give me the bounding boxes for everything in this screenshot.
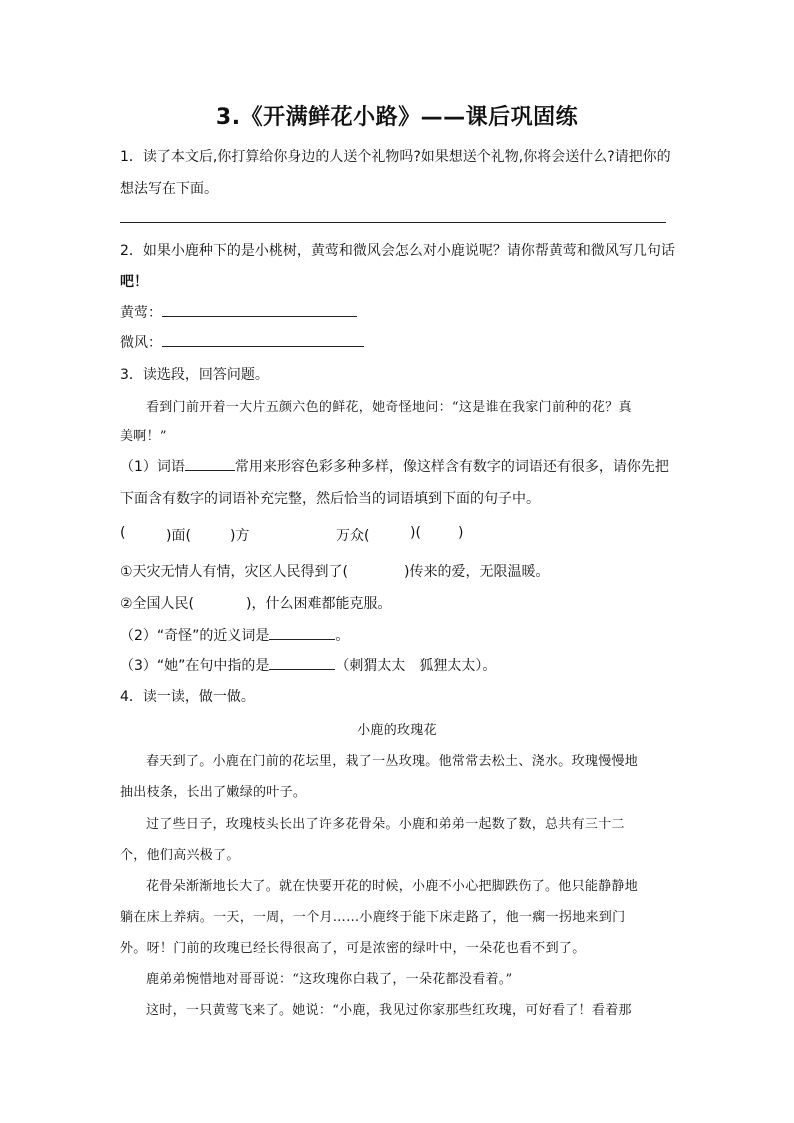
q4-p1-line1: 春天到了。小鹿在门前的花坛里，栽了一丛玫瑰。他常常去松土、浇水。玫瑰慢慢地 bbox=[146, 754, 639, 769]
page-title: 3.《开满鲜花小路》——课后巩固练 bbox=[215, 105, 579, 130]
q3-sub3-prefix: （3）“她”在句中指的是 bbox=[120, 658, 270, 674]
q3-sub1-prefix: （1）词语 bbox=[120, 459, 185, 475]
q1-answer-line[interactable] bbox=[120, 222, 666, 223]
q3-sentence1-b: )传来的爱，无限温暖。 bbox=[404, 564, 550, 580]
q4-p2-line1: 过了些日子，玫瑰枝头长出了许多花骨朵。小鹿和弟弟一起数了数，总共有三十二 bbox=[146, 817, 625, 832]
q4-p1-line2: 抽出枝条，长出了嫩绿的叶子。 bbox=[120, 785, 307, 800]
q2-line2: 吧！ bbox=[120, 274, 148, 290]
q4-p3-line1: 花骨朵渐渐地长大了。就在快要开花的时候，小鹿不小心把脚跌伤了。他只能静静地 bbox=[146, 879, 639, 894]
q4-heading: 4．读一读，做一做。 bbox=[120, 689, 255, 705]
q3-fill-mian: )面( bbox=[166, 528, 191, 544]
q2-line1: 2．如果小鹿种下的是小桃树，黄莺和微风会怎么对小鹿说呢？请你帮黄莺和微风写几句话 bbox=[120, 243, 675, 259]
q3-fill-paren-close: ) bbox=[458, 525, 464, 541]
q3-passage-line1: 看到门前开着一大片五颜六色的鲜花，她奇怪地问：“这是谁在我家门前种的花？真 bbox=[146, 400, 632, 415]
q2-weifeng-answer-line[interactable] bbox=[162, 346, 364, 347]
q3-sub3-blank[interactable] bbox=[269, 669, 335, 670]
q3-sub1-blank[interactable] bbox=[185, 470, 235, 471]
q3-sub3-suffix: （刺猬太太 狐狸太太）。 bbox=[335, 658, 497, 674]
q3-sentence2-a: ②全国人民( bbox=[120, 596, 195, 612]
q3-sub1-line2: 下面含有数字的词语补充完整，然后恰当的词语填到下面的句子中。 bbox=[120, 491, 540, 507]
q3-fill-wanzhong: 万众( bbox=[336, 528, 370, 544]
q3-fill-paren-mid: )( bbox=[410, 525, 421, 541]
q3-sub1-line1 bbox=[120, 456, 669, 476]
q1-line2: 想法写在下面。 bbox=[120, 181, 218, 197]
q4-p3-line2: 躺在床上养病。一天，一周，一个月……小鹿终于能下床走路了，他一瘸一拐地来到门 bbox=[120, 910, 626, 925]
q3-sub3 bbox=[120, 655, 496, 675]
q4-p5-line1: 这时，一只黄莺飞来了。她说：“小鹿，我见过你家那些红玫瑰，可好看了！看着那 bbox=[146, 1003, 632, 1018]
q4-p4-line1: 鹿弟弟惋惜地对哥哥说：“这玫瑰你白栽了，一朵花都没看着。” bbox=[146, 972, 513, 987]
q1-line1: 1．读了本文后,你打算给你身边的人送个礼物吗?如果想送个礼物,你将会送什么?请把你的 bbox=[120, 149, 671, 165]
q2-huangying-answer-line[interactable] bbox=[162, 316, 357, 317]
q3-sub2-suffix: 。 bbox=[335, 628, 350, 644]
q4-story-title: 小鹿的玫瑰花 bbox=[357, 723, 437, 738]
q4-p3-line3: 外。呀！门前的玫瑰已经长得很高了，可是浓密的绿叶中，一朵花也看不到了。 bbox=[120, 941, 586, 956]
q3-fill-paren-open-1: ( bbox=[120, 525, 126, 541]
q3-fill-fang: )方 bbox=[230, 528, 250, 544]
q3-passage-line2: 美啊！” bbox=[120, 429, 167, 444]
q3-sub2 bbox=[120, 625, 349, 645]
q4-p2-line2: 个，他们高兴极了。 bbox=[120, 848, 240, 863]
q3-sub1-suffix: 常用来形容色彩多种多样，像这样含有数字的词语还有很多，请你先把 bbox=[234, 459, 669, 475]
q2-huangying-label: 黄莺： bbox=[120, 305, 162, 321]
q3-heading: 3．读选段，回答问题。 bbox=[120, 367, 269, 383]
q3-sub2-prefix: （2）“奇怪”的近义词是 bbox=[120, 628, 270, 644]
q3-sentence2 bbox=[120, 593, 391, 613]
q2-weifeng-label: 微风： bbox=[120, 335, 162, 351]
q3-sentence2-b: )，什么困难都能克服。 bbox=[246, 596, 392, 612]
q3-sentence1-a: ①天灾无情人有情，灾区人民得到了( bbox=[120, 564, 349, 580]
q3-sub2-blank[interactable] bbox=[269, 639, 335, 640]
q3-sentence1 bbox=[120, 561, 549, 581]
